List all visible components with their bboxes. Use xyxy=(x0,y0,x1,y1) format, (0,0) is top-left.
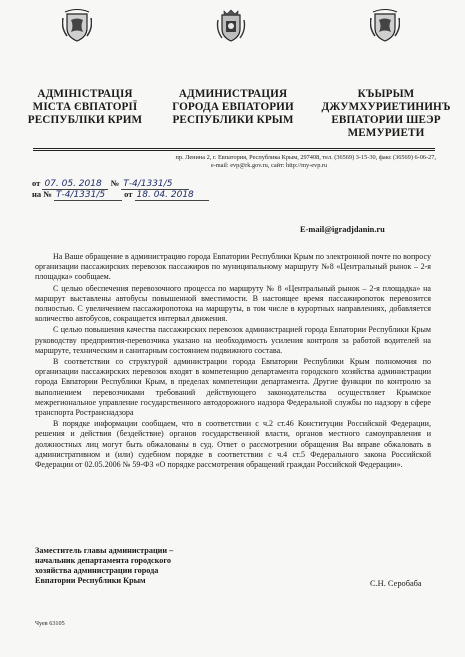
header-ukrainian xyxy=(20,88,150,127)
header-line: РЕСПУБЛИКИ КРЫМ xyxy=(172,114,294,126)
signatory-name: С.Н. Серобаба xyxy=(370,579,422,588)
outgoing-date: 07. 05. 2018 xyxy=(42,179,108,190)
header-line: АДМІНІСТРАЦІЯ xyxy=(37,88,133,100)
header-line: РЕСПУБЛІКИ КРИМ xyxy=(27,114,143,126)
contact-line: e-mail: evp@rk.gov.ru, сайт: http://my-evp.ru xyxy=(210,162,328,170)
header-line: АДМИНИСТРАЦИЯ xyxy=(178,88,288,100)
body-paragraph: С целью обеспечения перевозочного процесса по маршруту № 8 «Центральный рынок – 2-я площадка» на маршрут выставлены автобусы повышенной вместимости. В настоящее время пассажиропоток перевозится полностью. С увеличением пассажиропотока на маршруты, в том числе в курортных направлениях, добавляется количество автобусов, сокращается интервал движения. xyxy=(35,283,431,324)
body-paragraph: В порядке информации сообщаем, что в соответствии с ч.2 ст.46 Конституции Российской Федерации, решения и действия (бездействие) органов государственной власти, органов местного самоуправления и должностных лиц могут быть обжалованы в суд. Ответ о рассмотрении обращения Вы вправе обжаловать в административном и (или) судебном порядке в соответствии с ч.4 ст.5 Федерального закона Российской Федерации от 02.05.2006 № 59-ФЗ «О порядке рассмотрения обращений граждан Российской Федерации». xyxy=(35,419,431,470)
signatory-position xyxy=(35,546,173,586)
on-prefix: на № xyxy=(32,189,52,199)
position-line: начальник департамента городского xyxy=(35,556,171,565)
incoming-number: Т-4/1331/5 xyxy=(54,190,122,201)
header-divider xyxy=(33,148,435,149)
position-line: Заместитель главы администрации – xyxy=(35,546,174,555)
header-line: КЪЫРЫМ xyxy=(357,88,415,100)
header-russian xyxy=(168,88,298,127)
recipient-email: E-mail@igradjdanin.ru xyxy=(300,225,385,234)
outgoing-number: Т-4/1331/5 xyxy=(121,179,189,190)
header-line: МІСТА ЄВПАТОРІЇ xyxy=(32,101,138,113)
on-from-prefix: от xyxy=(124,189,133,199)
number-prefix: № xyxy=(110,178,120,188)
position-line: хозяйства администрации города xyxy=(35,566,159,575)
coat-of-arms-center-icon xyxy=(216,8,246,42)
incoming-reference xyxy=(32,189,209,201)
header-line: ГОРОДА ЕВПАТОРИИ xyxy=(172,101,294,113)
body-paragraph: С целью повышения качества пассажирских перевозок администрацией города Евпатории Республики Крым руководству предприятия-перевозчика указано на необходимость усиления контроля за работой водителей на маршруте, техническим и санитарным состоянием подвижного состава. xyxy=(35,325,431,355)
body-paragraph: На Ваше обращение в администрацию города Евпатории Республики Крым по электронной почте по вопросу организации пассажирских перевозок пассажиров по муниципальному маршруту №8 «Центральный рынок – 2-я площадка» сообщаем. xyxy=(35,252,431,282)
from-prefix: от xyxy=(32,178,41,188)
coat-of-arms-left-icon xyxy=(62,8,92,42)
address-block xyxy=(32,154,436,171)
header-line: МЕМУРИЕТИ xyxy=(347,127,425,139)
body-paragraph: В соответствии со структурой администрации города Евпатории Республики Крым полномочия по организации пассажирских перевозок входят в компетенцию департамента городского хозяйства администрации города Евпатории Республики Крым, в пределах компетенции департамента. Другие функции по контролю за выполнением перевозчиками требований действующего законодательства осуществляет Крымское межрегиональное управление государственного автодорожного надзора Федеральной службы по надзору в сфере транспорта Ространснадзора xyxy=(35,357,431,418)
header-line: ДЖУМХУРИЕТИНИНЪ xyxy=(321,101,451,113)
position-line: Евпатории Республики Крым xyxy=(35,576,146,585)
coat-of-arms-right-icon xyxy=(370,8,400,42)
header-crimean-tatar xyxy=(316,88,456,140)
header-line: ЕВПАТОРИИ ШЕЭР xyxy=(331,114,441,126)
incoming-date: 18. 04. 2018 xyxy=(135,190,209,201)
letter-body xyxy=(35,252,431,471)
address-line: пр. Ленина 2, г. Евпатория, Республика Крым, 297408, тел. (36569) 3-15-30, факс (36569) 6-06-27, xyxy=(175,154,436,161)
header-divider xyxy=(33,150,435,151)
executor-note: Чуев 63105 xyxy=(35,620,65,627)
